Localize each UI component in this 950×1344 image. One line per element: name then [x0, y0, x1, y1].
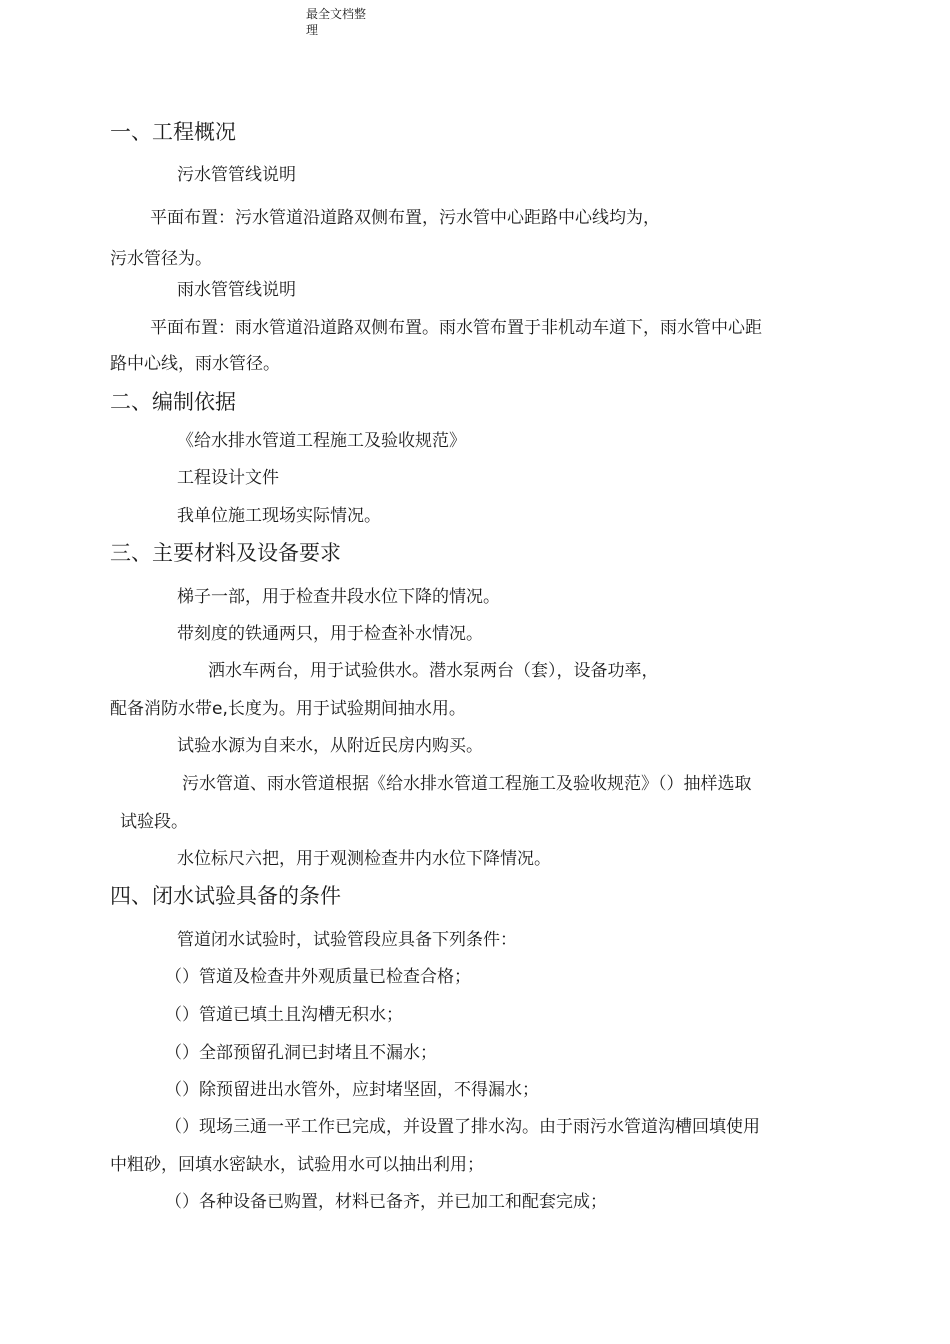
- rain-paragraph-line-1: 平面布置：雨水管道沿道路双侧布置。雨水管布置于非机动车道下，雨水管中心距: [150, 318, 762, 338]
- sewage-subtitle: 污水管管线说明: [177, 165, 296, 185]
- condition-item-5: （）现场三通一平工作已完成，并设置了排水沟。由于雨污水管道沟槽回填使用: [165, 1117, 760, 1137]
- basis-item-2: 工程设计文件: [177, 468, 279, 488]
- condition-item-1: （）管道及检查井外观质量已检查合格；: [165, 967, 471, 987]
- rain-subtitle: 雨水管管线说明: [177, 280, 296, 300]
- material-item-6: 污水管道、雨水管道根据《给水排水管道工程施工及验收规范》（）抽样选取: [182, 774, 752, 794]
- material-item-5: 试验水源为自来水，从附近民房内购买。: [177, 736, 483, 756]
- basis-item-3: 我单位施工现场实际情况。: [177, 506, 381, 526]
- material-item-7: 水位标尺六把，用于观测检查井内水位下降情况。: [177, 849, 551, 869]
- material-item-4: [110, 698, 466, 720]
- sewage-paragraph-line-2: 污水管径为。: [110, 249, 212, 269]
- header-line-1: 最全文档整: [306, 7, 367, 21]
- condition-item-5-continued: 中粗砂，回填水密缺水，试验用水可以抽出利用；: [110, 1155, 484, 1175]
- condition-item-4: （）除预留进出水管外，应封堵坚固，不得漏水；: [165, 1080, 539, 1100]
- material-item-6-continued: 试验段。: [120, 812, 188, 832]
- sewage-paragraph-line-1: 平面布置：污水管道沿道路双侧布置，污水管中心距路中心线均为，: [150, 208, 660, 228]
- material-item-3: 洒水车两台，用于试验供水。潜水泵两台（套），设备功率，: [208, 661, 659, 681]
- condition-item-2: （）管道已填土且沟槽无积水；: [165, 1005, 403, 1025]
- section-4-title: 四、闭水试验具备的条件: [110, 884, 341, 908]
- header-line-2: 理: [306, 23, 319, 37]
- material-item-4-text-a: 配备消防水带: [110, 699, 212, 719]
- material-item-1: 梯子一部，用于检查井段水位下降的情况。: [177, 587, 500, 607]
- section-1-title: 一、工程概况: [110, 120, 236, 144]
- condition-item-3: （）全部预留孔洞已封堵且不漏水；: [165, 1043, 437, 1063]
- material-item-4-text-c: 长度为。用于试验期间抽水用。: [227, 699, 466, 719]
- material-item-4-text-b: e,: [212, 699, 228, 719]
- section-2-title: 二、编制依据: [110, 390, 236, 414]
- page-header: [306, 6, 386, 38]
- basis-item-1: 《给水排水管道工程施工及验收规范》: [177, 431, 466, 451]
- material-item-2: 带刻度的铁通两只，用于检查补水情况。: [177, 624, 483, 644]
- section-3-title: 三、主要材料及设备要求: [110, 541, 341, 565]
- condition-intro: 管道闭水试验时，试验管段应具备下列条件：: [177, 930, 517, 950]
- rain-paragraph-line-2: 路中心线，雨水管径。: [110, 354, 280, 374]
- condition-item-6: （）各种设备已购置，材料已备齐，并已加工和配套完成；: [165, 1192, 607, 1212]
